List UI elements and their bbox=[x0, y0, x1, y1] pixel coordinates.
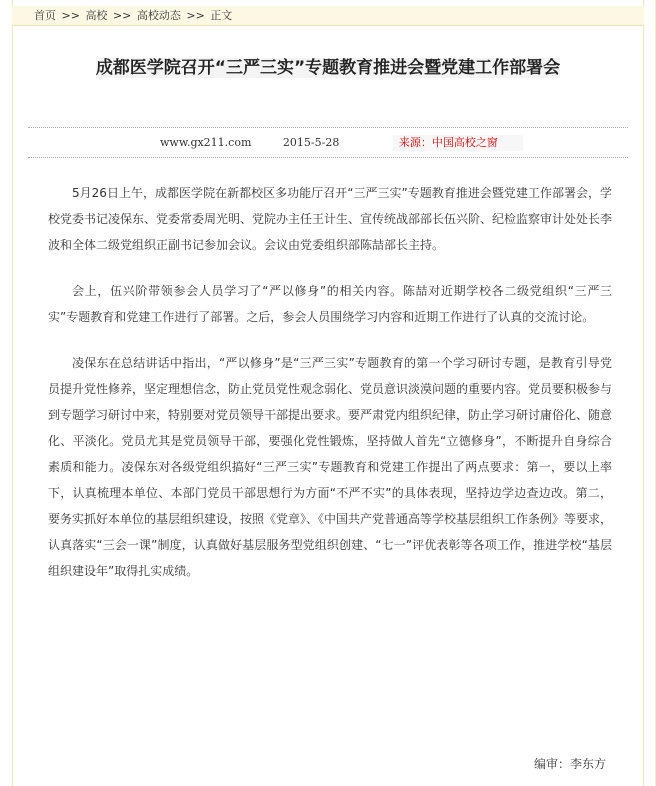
article-title: 成都医学院召开“三严三实”专题教育推进会暨党建工作部署会 bbox=[95, 58, 561, 78]
meta-divider bbox=[28, 157, 628, 158]
title-divider bbox=[28, 127, 628, 128]
breadcrumb bbox=[12, 6, 644, 26]
breadcrumb-separator: >> bbox=[61, 9, 80, 22]
article-site: www.gx211.com bbox=[160, 136, 252, 149]
article-body bbox=[48, 180, 612, 604]
article-paragraph: 5月26日上午，成都医学院在新都校区多功能厅召开“三严三实”专题教育推进会暨党建工作部署会，学校党委书记凌保东、党委常委周光明、党院办主任王计生、宣传统战部部长伍兴阶、纪检监察审计处处长李波和全体二级党组织正副书记参加会议。会议由党委组织部陈喆部长主持。 bbox=[48, 186, 613, 252]
article-paragraph: 会上，伍兴阶带领参会人员学习了“严以修身”的相关内容。陈喆对近期学校各二级党组织“三严三实”专题教育和党建工作进行了部署。之后，参会人员围绕学习内容和近期工作进行了认真的交流讨论。 bbox=[48, 284, 612, 324]
breadcrumb-separator: >> bbox=[186, 9, 205, 22]
article-editor: 编审：李东方 bbox=[533, 757, 606, 771]
breadcrumb-separator: >> bbox=[112, 9, 132, 22]
breadcrumb-news-link[interactable]: 高校动态 bbox=[136, 9, 181, 22]
article-source: 来源：中国高校之窗 bbox=[393, 135, 523, 151]
breadcrumb-current: 正文 bbox=[210, 9, 233, 22]
article-date: 2015-5-28 bbox=[282, 136, 340, 149]
article-paragraph: 凌保东在总结讲话中指出，“严以修身”是“三严三实”专题教育的第一个学习研讨专题，是教育引导党员提升党性修养，坚定理想信念，防止党员党性观念弱化、党员意识淡漠问题的重要内容。党员要积极参与到专题学习研讨中来，特别要对党员领导干部提出要求。要严肃党内组织纪律，防止学习研讨庸俗化、随意化、平淡化。党员尤其是党员领导干部，要强化党性锻炼，坚持做人首先“立德修身”，不断提升自身综合素质和能力。凌保东对各级党组织搞好“三严三实”专题教育和党建工作提出了两点要求：第一，要以上率下，认真梳理本单位、本部门党员干部思想行为方面“不严不实”的具体表现，坚持边学边查边改。第二，要务实抓好本单位的基层组织建设，按照《党章》、《中国共产党普通高等学校基层组织工作条例》等要求，认真落实“三会一课”制度，认真做好基层服务型党组织创建、“七一”评优表彰等各项工作，推进学校“基层组织建设年”取得扎实成绩。 bbox=[48, 356, 613, 578]
breadcrumb-colleges-link[interactable]: 高校 bbox=[85, 9, 108, 22]
breadcrumb-home-link[interactable]: 首页 bbox=[34, 9, 56, 22]
article-meta bbox=[160, 135, 523, 151]
article-title-wrap bbox=[12, 54, 644, 83]
